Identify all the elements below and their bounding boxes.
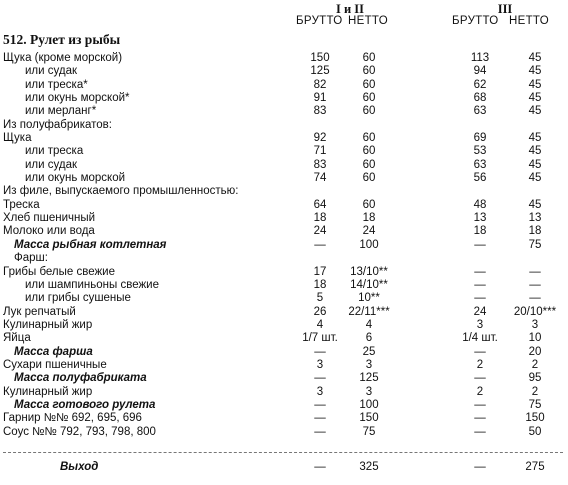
brutto-3-cell: 18 [473,225,487,238]
ingredient-label: Масса фарша [14,345,93,358]
brutto-1-2-cell: — [314,425,326,438]
brutto-3-cell: 56 [473,172,487,185]
brutto-1-2-cell: — [314,398,326,411]
netto-3-cell: 2 [531,385,539,398]
brutto-1-2-cell: 24 [313,225,327,238]
brutto-3-cell: 68 [473,92,487,105]
yield-netto-1: 325 [359,461,379,473]
table-row [0,279,568,292]
netto-3-cell: 2 [531,358,539,371]
netto-1-2-cell: 3 [365,385,373,398]
brutto-1-2-cell: 26 [313,305,327,318]
brutto-3-cell: 13 [473,212,487,225]
netto-1-2-cell: 22/11*** [348,305,390,318]
col-header-brutto-3: БРУТТО [452,15,499,27]
ingredient-label: Из полуфабрикатов: [3,118,112,131]
ingredient-label: Гарнир №№ 692, 695, 696 [3,412,142,425]
brutto-3-cell: 63 [473,158,487,171]
brutto-1-2-cell: 1/7 шт. [302,332,338,345]
netto-3-cell: 45 [528,132,542,145]
brutto-1-2-cell: — [314,412,326,425]
ingredient-label: Масса рыбная котлетная [14,238,167,251]
netto-3-cell: — [529,278,541,291]
netto-3-cell: — [529,292,541,305]
table-row [0,159,568,172]
table-row [0,212,568,225]
brutto-1-2-cell: — [314,372,326,385]
netto-3-cell: 3 [531,318,539,331]
brutto-1-2-cell: 83 [313,158,327,171]
netto-1-2-cell: 6 [365,332,373,345]
table-row [0,372,568,385]
ingredient-label: Масса готового рулета [14,398,156,411]
netto-1-2-cell: 100 [359,238,379,251]
ingredient-label: или мерланг* [25,105,97,118]
ingredient-label: Треска [3,198,40,211]
yield-brutto-3: — [474,461,486,473]
table-row [0,306,568,319]
ingredient-label: Яйца [3,332,31,345]
brutto-3-cell: 62 [473,78,487,91]
table-row [0,65,568,78]
ingredient-label: или судак [25,158,78,171]
ingredient-label: Кулинарный жир [3,385,93,398]
table-row [0,172,568,185]
netto-1-2-cell: 60 [362,92,376,105]
netto-1-2-cell: 125 [359,372,379,385]
netto-3-cell: 45 [528,198,542,211]
brutto-1-2-cell: 150 [310,52,330,64]
brutto-1-2-cell: — [314,238,326,251]
ingredient-label: или шампиньоны свежие [25,278,159,291]
brutto-1-2-cell: 71 [313,145,327,158]
brutto-3-cell: — [474,265,486,278]
brutto-1-2-cell: 5 [316,292,324,305]
ingredient-label: Грибы белые свежие [3,265,115,278]
ingredient-label: Фарш: [14,252,48,265]
table-row [0,426,568,439]
brutto-3-cell: — [474,412,486,425]
ingredient-label: или треска* [25,78,88,91]
yield-brutto-1: — [314,461,326,473]
ingredient-label: Молоко или вода [3,225,95,238]
netto-1-2-cell: 60 [362,172,376,185]
netto-1-2-cell: 75 [362,425,376,438]
table-row [0,199,568,212]
yield-netto-3: 275 [525,461,545,473]
netto-1-2-cell: 3 [365,358,373,371]
netto-3-cell: 18 [528,225,542,238]
netto-3-cell: 50 [528,425,542,438]
table-row [0,386,568,399]
table-row [0,119,568,132]
netto-3-cell: 45 [528,172,542,185]
brutto-3-cell: 63 [473,105,487,118]
netto-1-2-cell: 60 [362,78,376,91]
recipe-title: 512. Рулет из рыбы [3,32,121,47]
brutto-3-cell: 1/4 шт. [462,332,498,345]
netto-1-2-cell: 60 [362,145,376,158]
table-row [0,239,568,252]
table-row [0,346,568,359]
netto-1-2-cell: 25 [362,345,376,358]
ingredient-label: Из филе, выпускаемого промышленностью: [3,185,239,198]
brutto-1-2-cell: 3 [316,358,324,371]
table-row [0,252,568,265]
table-row [0,225,568,238]
netto-3-cell: 45 [528,78,542,91]
col-header-brutto-1: БРУТТО [296,15,343,27]
netto-3-cell: 45 [528,158,542,171]
netto-3-cell: 45 [528,65,542,78]
netto-3-cell: 45 [528,92,542,105]
brutto-1-2-cell: 92 [313,132,327,145]
ingredient-label: Хлеб пшеничный [3,212,96,225]
brutto-1-2-cell: 125 [310,65,330,78]
brutto-3-cell: 3 [476,318,484,331]
table-row [0,52,568,65]
ingredient-label: Щука (кроме морской) [3,52,123,64]
netto-1-2-cell: 100 [359,398,379,411]
netto-1-2-cell: 60 [362,105,376,118]
brutto-3-cell: 24 [473,305,487,318]
netto-3-cell: 20 [528,345,542,358]
netto-3-cell: — [529,265,541,278]
table-row [0,185,568,198]
ingredient-label: или грибы сушеные [25,292,131,305]
divider [3,452,563,453]
group-header-3: III [497,2,513,16]
ingredient-label: или окунь морской [25,172,126,185]
table-row [0,399,568,412]
netto-1-2-cell: 60 [362,158,376,171]
netto-3-cell: 20/10*** [513,305,557,318]
netto-3-cell: 75 [528,238,542,251]
netto-3-cell: 75 [528,398,542,411]
brutto-1-2-cell: 83 [313,105,327,118]
table-row [0,412,568,425]
netto-1-2-cell: 60 [362,52,376,64]
ingredient-label: Масса полуфабриката [14,372,147,385]
netto-3-cell: 45 [528,105,542,118]
netto-1-2-cell: 60 [362,132,376,145]
brutto-3-cell: 94 [473,65,487,78]
brutto-3-cell: 2 [476,358,484,371]
brutto-3-cell: 2 [476,385,484,398]
table-row [0,359,568,372]
table-row [0,105,568,118]
netto-1-2-cell: 150 [359,412,379,425]
netto-3-cell: 13 [528,212,542,225]
netto-3-cell: 150 [525,412,545,425]
ingredient-label: Сухари пшеничные [3,358,107,371]
brutto-3-cell: — [474,278,486,291]
brutto-1-2-cell: 91 [313,92,327,105]
netto-1-2-cell: 10** [358,292,380,305]
brutto-1-2-cell: 74 [313,172,327,185]
table-row [0,319,568,332]
table-row [0,266,568,279]
brutto-3-cell: — [474,398,486,411]
netto-3-cell: 95 [528,372,542,385]
col-header-netto-1: НЕТТО [348,15,388,27]
netto-1-2-cell: 14/10** [350,278,388,291]
brutto-3-cell: — [474,372,486,385]
netto-3-cell: 10 [528,332,542,345]
brutto-1-2-cell: 82 [313,78,327,91]
col-header-netto-3: НЕТТО [509,15,549,27]
ingredient-table [0,52,568,439]
netto-3-cell: 45 [528,145,542,158]
table-row [0,292,568,305]
netto-1-2-cell: 60 [362,65,376,78]
ingredient-label: Щука [3,132,32,145]
brutto-1-2-cell: — [314,345,326,358]
brutto-3-cell: 53 [473,145,487,158]
table-row [0,132,568,145]
brutto-1-2-cell: 18 [313,278,327,291]
brutto-3-cell: 69 [473,132,487,145]
netto-1-2-cell: 18 [362,212,376,225]
brutto-3-cell: — [474,425,486,438]
table-row [0,92,568,105]
brutto-1-2-cell: 3 [316,385,324,398]
brutto-3-cell: — [474,345,486,358]
ingredient-label: Кулинарный жир [3,318,93,331]
netto-1-2-cell: 24 [362,225,376,238]
table-row [0,145,568,158]
ingredient-label: или треска [25,145,84,158]
ingredient-label: или окунь морской* [25,92,130,105]
brutto-3-cell: — [474,238,486,251]
netto-1-2-cell: 13/10** [350,265,388,278]
brutto-1-2-cell: 4 [316,318,324,331]
brutto-1-2-cell: 64 [313,198,327,211]
brutto-1-2-cell: 18 [313,212,327,225]
brutto-1-2-cell: 17 [313,265,327,278]
brutto-3-cell: 113 [470,52,490,64]
brutto-3-cell: 48 [473,198,487,211]
netto-1-2-cell: 60 [362,198,376,211]
table-row [0,332,568,345]
brutto-3-cell: — [474,292,486,305]
table-row [0,79,568,92]
ingredient-label: Лук репчатый [3,305,76,318]
ingredient-label: или судак [25,65,78,78]
netto-1-2-cell: 4 [365,318,373,331]
ingredient-label: Соус №№ 792, 793, 798, 800 [3,425,156,438]
yield-label: Выход [60,461,99,473]
netto-3-cell: 45 [528,52,542,64]
group-header-1-2: I и II [335,2,365,16]
